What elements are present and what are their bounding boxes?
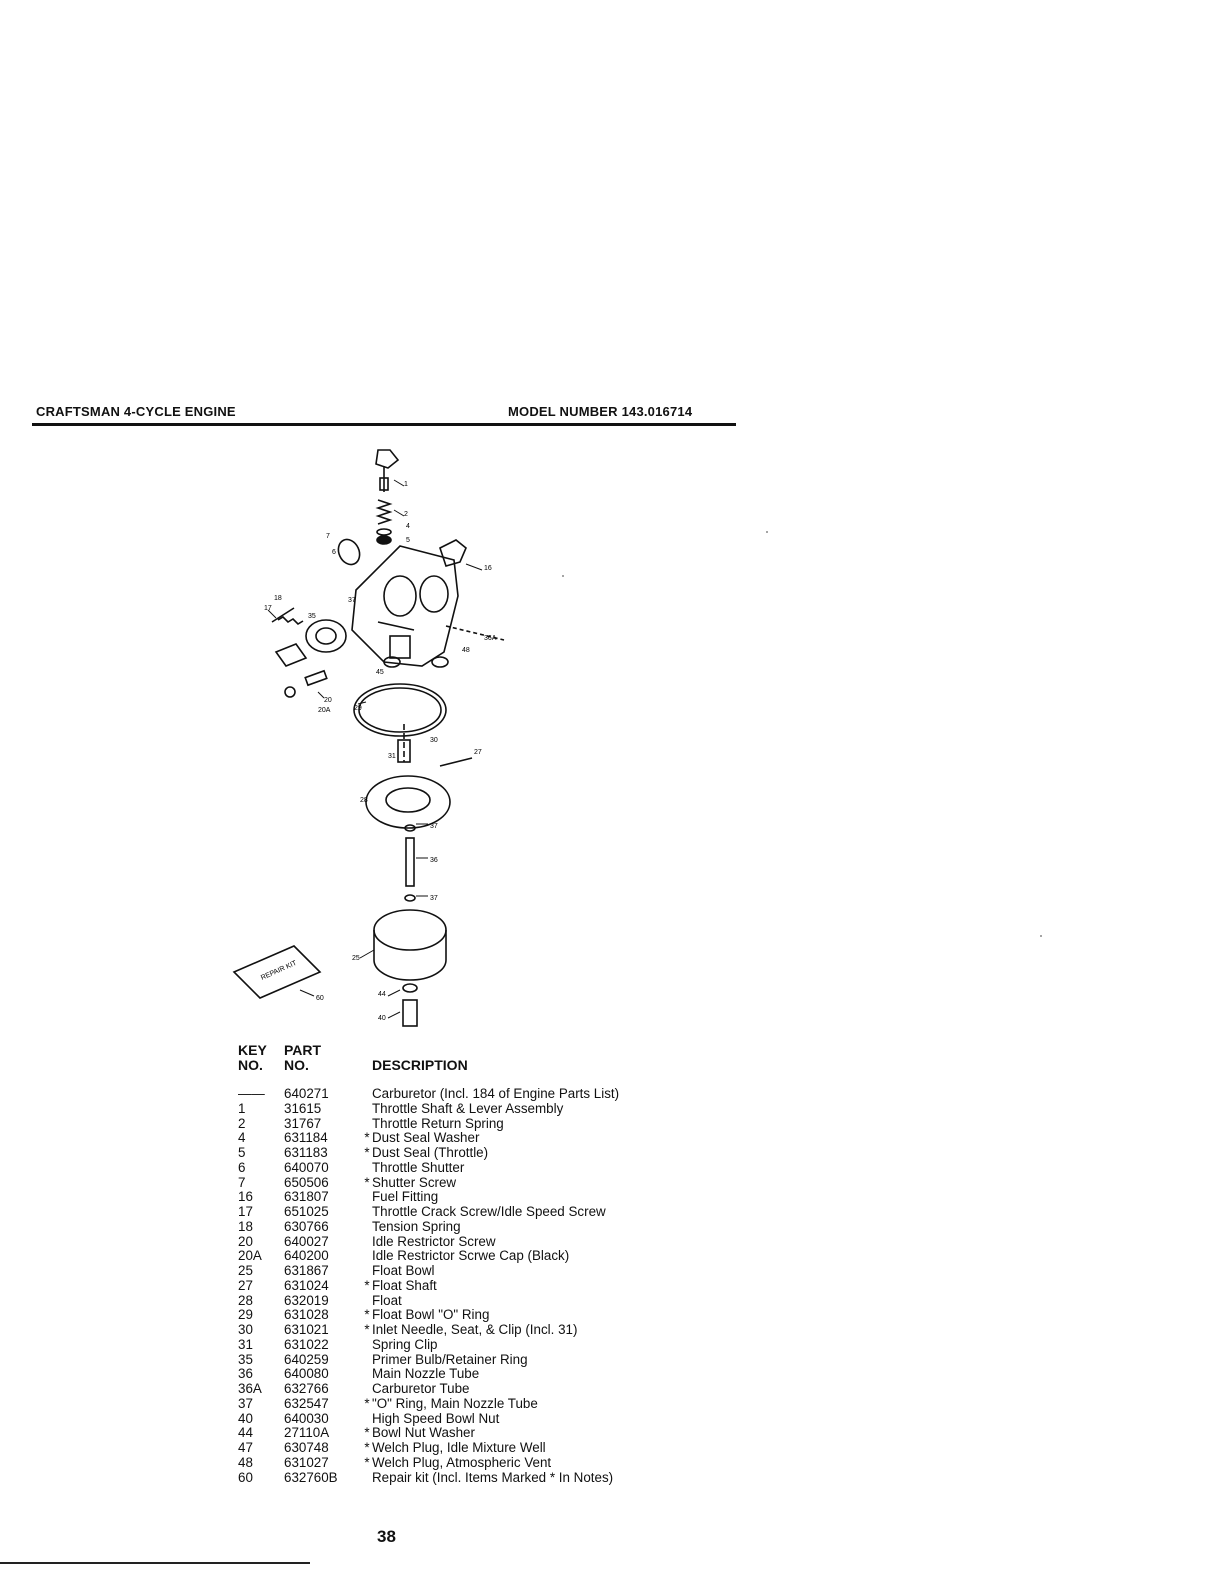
scan-speck [1040,935,1042,937]
key-number: 36 [238,1366,253,1382]
key-number: 47 [238,1440,253,1455]
key-number: 29 [238,1307,253,1323]
repair-kit-mark [362,1471,372,1486]
callout-label: 7 [326,533,330,540]
parts-row [238,1338,619,1353]
key-header-top: KEY [238,1042,267,1058]
key-number: 48 [238,1454,253,1470]
part-number: 640259 [284,1351,329,1367]
part-header-top: PART [284,1042,322,1058]
callout-label: 31 [388,753,396,760]
repair-kit-mark: * [364,1277,370,1293]
part-description: Inlet Needle, Seat, & Clip (Incl. 31) [372,1322,578,1337]
part-description: Primer Bulb/Retainer Ring [372,1351,528,1367]
part-description: Idle Restrictor Screw [372,1233,496,1249]
parts-row [238,1308,619,1323]
key-number: 35 [238,1351,253,1367]
parts-row [238,1471,619,1486]
part-number: 632019 [284,1292,329,1308]
callout-label: 16 [484,565,492,572]
part-description: Dust Seal (Throttle) [372,1145,489,1160]
repair-kit-mark: * [364,1395,370,1411]
header-rule [32,423,736,426]
bottom-rule [0,1562,310,1564]
callout-label: 20A [318,707,331,714]
part-description: Float Bowl [372,1263,435,1278]
key-number: 4 [238,1130,246,1146]
callout-label: 4 [406,523,410,530]
parts-row [238,1382,619,1397]
callout-label: 20 [324,697,332,704]
callout-label: 27 [474,749,482,756]
parts-row [238,1220,619,1235]
parts-row [238,1323,619,1338]
parts-row [238,1279,619,1294]
part-number: 640030 [284,1410,329,1426]
part-description: Dust Seal Washer [372,1130,480,1146]
repair-kit-mark: * [364,1130,370,1146]
part-number: 632766 [284,1381,329,1396]
callout-label: 37 [430,895,438,902]
key-number: 5 [238,1145,246,1160]
fuel-fitting-part [440,540,466,566]
scan-speck [562,575,564,577]
scan-speck [766,531,768,533]
part-number: 31615 [284,1100,322,1116]
key-number: —— [238,1086,265,1101]
key-number: 1 [238,1100,246,1116]
key-number: 36A [238,1381,262,1396]
repair-kit-mark [362,1220,372,1235]
parts-row [238,1146,619,1161]
callout-label: 17 [264,605,272,612]
part-description: Tension Spring [372,1218,461,1234]
throttle-return-spring-part [378,500,390,524]
part-number: 631867 [284,1263,329,1278]
part-description: Welch Plug, Atmospheric Vent [372,1454,552,1470]
key-number: 27 [238,1277,253,1293]
repair-kit-mark [362,1412,372,1427]
callout-label: 48 [462,647,470,654]
part-description: Throttle Crack Screw/Idle Speed Screw [372,1204,606,1219]
parts-row [238,1249,619,1264]
repair-kit-mark [362,1294,372,1309]
parts-row [238,1087,619,1102]
part-description: Welch Plug, Idle Mixture Well [372,1440,546,1455]
parts-row [238,1264,619,1279]
part-description: Bowl Nut Washer [372,1425,475,1441]
idle-restrictor-screw-part [305,671,327,685]
parts-row [238,1426,619,1441]
parts-row [238,1294,619,1309]
part-number: 650506 [284,1174,329,1190]
key-number: 20A [238,1248,262,1264]
repair-kit-mark: * [364,1174,370,1190]
part-description: Throttle Return Spring [372,1115,504,1131]
carburetor-body-part [352,546,458,666]
callout-label: 25 [352,955,360,962]
key-number: 28 [238,1292,253,1308]
repair-kit-mark [362,1087,372,1102]
part-description: Spring Clip [372,1336,438,1352]
parts-row [238,1353,619,1368]
part-number: 631022 [284,1336,329,1352]
part-number: 631028 [284,1307,329,1323]
part-number: 640080 [284,1366,329,1382]
parts-row [238,1367,619,1382]
callout-label: 36A [484,635,497,642]
key-number: 60 [238,1469,253,1485]
key-number: 30 [238,1322,253,1337]
float-bowl-o-ring-part [354,684,446,736]
float-part [366,776,450,828]
callout-label: 40 [378,1015,386,1022]
parts-row [238,1117,619,1132]
repair-kit-mark: * [364,1322,370,1337]
callout-label: 5 [406,537,410,544]
parts-row [238,1441,619,1456]
dust-seal-part [377,536,391,544]
page-number: 38 [377,1527,396,1546]
idle-speed-screw-part [272,608,303,624]
repair-kit-mark [362,1338,372,1353]
part-number: 640070 [284,1159,329,1175]
part-number: 640271 [284,1086,329,1101]
callout-label: 2 [404,511,408,518]
callout-label: 6 [332,549,336,556]
repair-kit-mark [362,1235,372,1250]
part-number: 632547 [284,1395,329,1411]
callout-label: 1 [404,481,408,488]
throttle-shutter-part [334,536,363,568]
repair-kit-mark: * [364,1440,370,1455]
callout-label: 36 [430,857,438,864]
parts-row [238,1102,619,1117]
part-number: 631024 [284,1277,329,1293]
part-description: Throttle Shutter [372,1159,465,1175]
callout-label: 29 [354,705,362,712]
repair-kit-mark [362,1205,372,1220]
parts-row [238,1235,619,1250]
part-number: 27110A [284,1425,330,1441]
part-number: 640200 [284,1248,329,1264]
key-number: 2 [238,1115,246,1131]
parts-row [238,1190,619,1205]
model-number: MODEL NUMBER 143.016714 [508,404,693,419]
key-number: 16 [238,1189,253,1205]
part-description: Shutter Screw [372,1174,457,1190]
part-number: 631184 [284,1130,328,1146]
part-description: "O" Ring, Main Nozzle Tube [372,1395,538,1411]
repair-kit-mark: * [364,1454,370,1470]
key-number: 44 [238,1425,253,1441]
repair-kit-mark: * [364,1307,370,1323]
callout-label: 44 [378,991,386,998]
callout-label: 28 [360,797,368,804]
main-nozzle-tube-part [406,838,414,886]
repair-kit-mark [362,1353,372,1368]
part-description: Carburetor (Incl. 184 of Engine Parts List) [372,1086,620,1101]
part-number: 631807 [284,1189,329,1205]
parts-row [238,1131,619,1146]
parts-row [238,1205,619,1220]
part-description: Float Bowl "O" Ring [372,1307,490,1323]
parts-row [238,1456,619,1471]
throttle-shaft-part [376,450,398,468]
part-description: Carburetor Tube [372,1381,470,1396]
float-bowl-part [374,910,446,950]
part-description: Repair kit (Incl. Items Marked * In Notes) [372,1469,614,1485]
part-description: Idle Restrictor Scrwe Cap (Black) [372,1248,570,1264]
callout-label: 30 [430,737,438,744]
key-number: 6 [238,1159,246,1175]
key-header-bottom: NO. [238,1057,263,1073]
repair-kit-mark [362,1190,372,1205]
parts-list [238,1087,619,1485]
key-number: 37 [238,1395,253,1411]
parts-row [238,1412,619,1427]
bowl-nut-part [403,1000,417,1026]
repair-kit-mark [362,1382,372,1397]
repair-kit-mark [362,1161,372,1176]
repair-kit-mark [362,1117,372,1132]
repair-kit-mark [362,1102,372,1117]
callout-label: 37 [430,823,438,830]
part-description: Throttle Shaft & Lever Assembly [372,1100,564,1116]
repair-kit-mark: * [364,1425,370,1441]
repair-kit-label: REPAIR KIT [259,959,298,982]
key-number: 25 [238,1263,253,1278]
part-description: Fuel Fitting [372,1189,439,1205]
key-number: 31 [238,1336,253,1352]
callout-label: 60 [316,995,324,1002]
callout-label: 18 [274,595,282,602]
callout-label: 45 [376,669,384,676]
repair-kit-mark [362,1249,372,1264]
description-header: DESCRIPTION [372,1057,468,1073]
part-description: Main Nozzle Tube [372,1366,480,1382]
parts-row [238,1397,619,1412]
key-number: 7 [238,1174,246,1190]
primer-bulb-part [306,620,346,652]
part-description: High Speed Bowl Nut [372,1410,500,1426]
carburetor-exploded-diagram [228,440,538,1040]
part-description: Float [372,1292,402,1308]
key-number: 20 [238,1233,253,1249]
parts-row [238,1161,619,1176]
key-number: 40 [238,1410,253,1426]
repair-kit-mark [362,1367,372,1382]
part-number: 651025 [284,1204,329,1219]
header-title: CRAFTSMAN 4-CYCLE ENGINE [36,404,236,419]
part-description: Float Shaft [372,1277,437,1293]
part-number: 31767 [284,1115,322,1131]
callout-label: 37 [348,597,356,604]
callout-label: 35 [308,613,316,620]
part-header-bottom: NO. [284,1057,309,1073]
part-number: 630748 [284,1440,329,1455]
part-number: 631021 [284,1322,329,1337]
key-number: 17 [238,1204,253,1219]
repair-kit-mark [362,1264,372,1279]
repair-kit-mark: * [364,1145,370,1160]
parts-row [238,1176,619,1191]
part-number: 631027 [284,1454,329,1470]
key-number: 18 [238,1218,253,1234]
part-number: 630766 [284,1218,329,1234]
part-number: 640027 [284,1233,329,1249]
part-number: 632760B [284,1469,338,1485]
part-number: 631183 [284,1145,328,1160]
